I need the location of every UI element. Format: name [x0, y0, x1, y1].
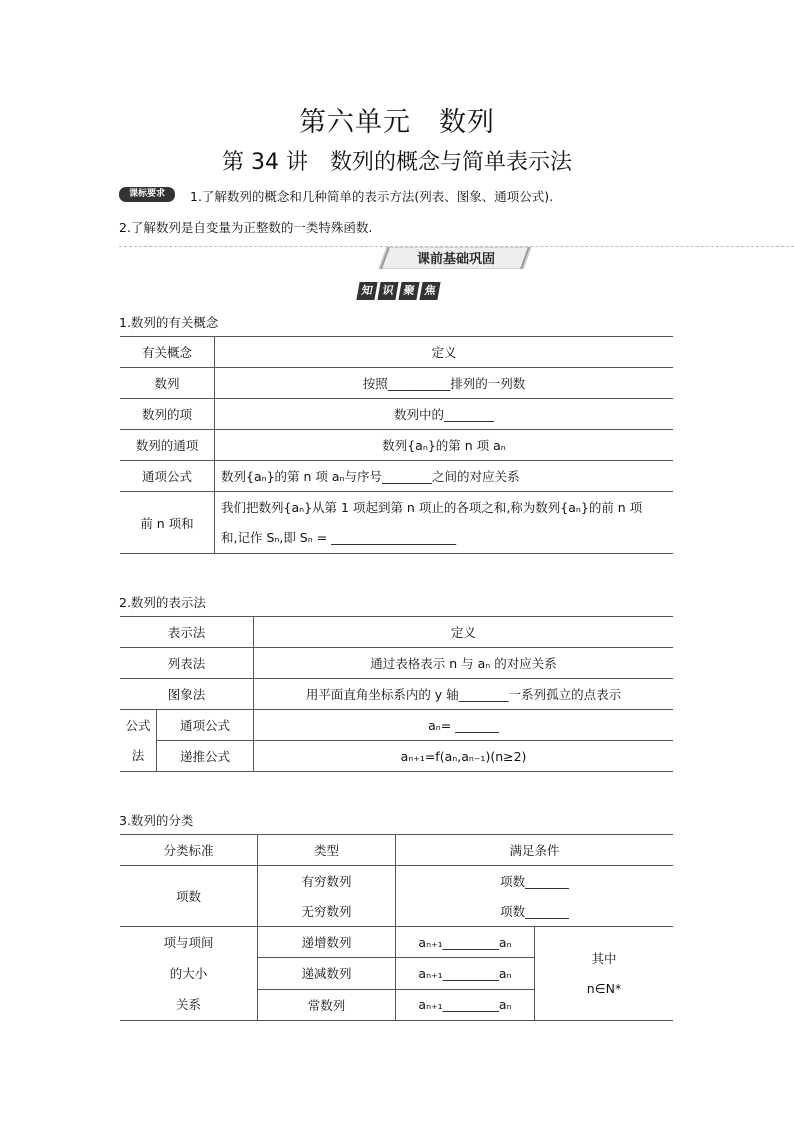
table-cell: 递推公式 — [157, 741, 254, 772]
table-cell: 项数_______ — [396, 896, 674, 927]
representation-table — [120, 616, 673, 772]
table-cell — [120, 710, 157, 772]
table-cell: 前 n 项和 — [120, 492, 215, 554]
relation-label-line-1: 项与项间 — [163, 935, 214, 950]
table-cell: 有穷数列 — [258, 866, 396, 897]
requirement-1: 1.了解数列的概念和几种简单的表示方法(列表、图象、通项公式). — [190, 189, 554, 204]
table-row — [120, 866, 673, 897]
table-row — [120, 368, 673, 399]
note-line-2: n∈N* — [586, 980, 622, 996]
table-cell: aₙ₊₁=f(aₙ,aₙ₋₁)(n≥2) — [254, 741, 674, 772]
section-3-title: 3.数列的分类 — [119, 813, 194, 828]
table-cell: 定义 — [254, 617, 674, 648]
knowledge-char-2: 识 — [377, 282, 398, 300]
table-row — [120, 430, 673, 461]
classification-table — [120, 834, 673, 1021]
note-line-1: 其中 — [591, 950, 617, 966]
table-row — [120, 337, 673, 368]
formula-group-line-2: 法 — [131, 747, 145, 763]
formula-group-line-1: 公式 — [125, 717, 151, 733]
section-2-title: 2.数列的表示法 — [119, 595, 206, 610]
table-cell: 图象法 — [120, 679, 254, 710]
table-cell: 数列{aₙ}的第 n 项 aₙ与序号________之间的对应关系 — [215, 461, 674, 492]
table-cell: 满足条件 — [396, 835, 674, 866]
table-row — [120, 741, 673, 772]
table-row — [120, 492, 673, 554]
requirement-2: 2.了解数列是自变量为正整数的一类特殊函数. — [119, 220, 373, 235]
table-cell: aₙ= _______ — [254, 710, 674, 741]
table-cell — [120, 927, 258, 1021]
table-cell: 常数列 — [258, 989, 396, 1020]
table-cell: 表示法 — [120, 617, 254, 648]
table-row — [120, 679, 673, 710]
table-row — [120, 835, 673, 866]
table-cell: 类型 — [258, 835, 396, 866]
table-cell: 分类标准 — [120, 835, 258, 866]
knowledge-char-3: 聚 — [398, 282, 419, 300]
table-cell: aₙ₊₁_________aₙ — [396, 958, 535, 989]
sum-definition-line-1: 我们把数列{aₙ}从第 1 项起到第 n 项止的各项之和,称为数列{aₙ}的前 n 项 — [221, 499, 643, 515]
table-cell: 数列中的________ — [215, 399, 674, 430]
table-cell: 按照__________排列的一列数 — [215, 368, 674, 399]
table-cell: 无穷数列 — [258, 896, 396, 927]
table-cell: aₙ₊₁_________aₙ — [396, 927, 535, 958]
table-cell: 数列 — [120, 368, 215, 399]
table-cell: 递增数列 — [258, 927, 396, 958]
table-cell: 项数_______ — [396, 866, 674, 897]
table-row — [120, 399, 673, 430]
section-1-title: 1.数列的有关概念 — [119, 315, 219, 330]
table-cell: 数列的通项 — [120, 430, 215, 461]
table-cell: 项数 — [120, 866, 258, 927]
table-cell: 通项公式 — [120, 461, 215, 492]
table-cell — [535, 927, 674, 1021]
requirements-badge: 课标要求 — [119, 187, 175, 202]
table-row — [120, 461, 673, 492]
knowledge-char-4: 焦 — [419, 282, 440, 300]
unit-title: 第六单元 数列 — [299, 107, 495, 138]
table-row — [120, 927, 673, 958]
relation-label-line-2: 的大小 — [169, 966, 208, 981]
table-row — [120, 648, 673, 679]
relation-label-line-3: 关系 — [175, 997, 201, 1012]
table-cell: 数列的项 — [120, 399, 215, 430]
sum-definition-line-2: 和,记作 Sₙ,即 Sₙ = ____________________ — [221, 529, 457, 545]
table-cell: 定义 — [215, 337, 674, 368]
table-cell: 有关概念 — [120, 337, 215, 368]
concepts-table — [120, 336, 673, 554]
knowledge-char-1: 知 — [356, 282, 377, 300]
table-cell: aₙ₊₁_________aₙ — [396, 989, 535, 1020]
table-cell: 通项公式 — [157, 710, 254, 741]
table-cell: 通过表格表示 n 与 aₙ 的对应关系 — [254, 648, 674, 679]
table-cell: 递减数列 — [258, 958, 396, 989]
table-cell — [215, 492, 674, 554]
lesson-title: 第 34 讲 数列的概念与简单表示法 — [222, 150, 572, 175]
table-cell: 数列{aₙ}的第 n 项 aₙ — [215, 430, 674, 461]
table-row — [120, 617, 673, 648]
table-row — [120, 710, 673, 741]
table-cell: 用平面直角坐标系内的 y 轴________一系列孤立的点表示 — [254, 679, 674, 710]
table-cell: 列表法 — [120, 648, 254, 679]
section-banner: 课前基础巩固 — [416, 252, 495, 267]
